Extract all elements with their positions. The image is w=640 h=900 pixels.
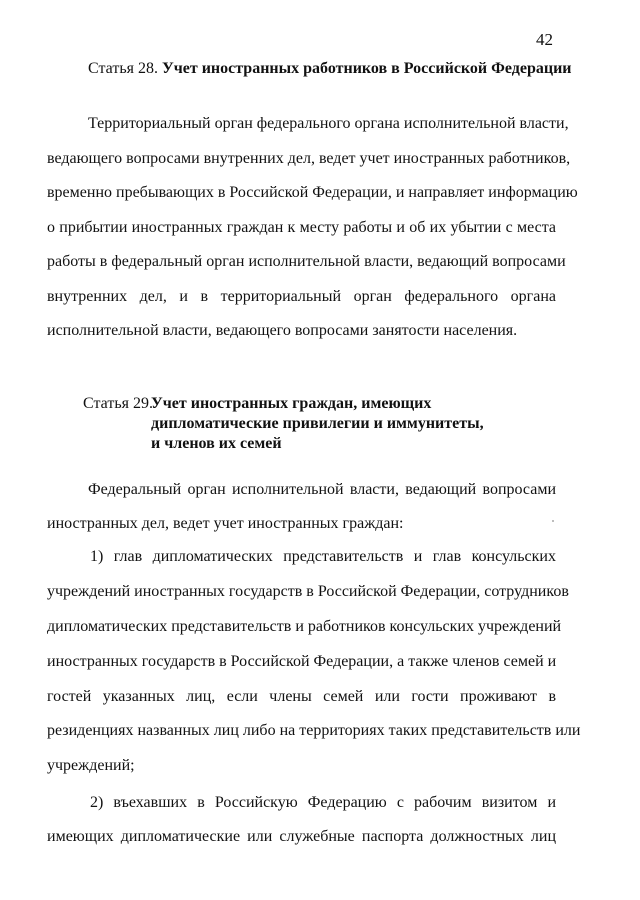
item-1-line: резиденциях названных лиц либо на территориях таких представительств или bbox=[47, 722, 581, 739]
item-1-line: 1) глав дипломатических представительств и глав консульских bbox=[90, 548, 556, 565]
article-28-text-line: внутренних дел, и в территориальный орган федерального органа bbox=[47, 288, 556, 305]
article-29-intro-line: иностранных дел, ведет учет иностранных граждан: bbox=[47, 515, 404, 532]
item-1-line: иностранных государств в Российской Федерации, а также членов семей и bbox=[47, 653, 557, 670]
article-28-text-line: Территориальный орган федерального органа исполнительной власти, bbox=[88, 115, 569, 132]
item-1-line: дипломатических представительств и работников консульских учреждений bbox=[47, 618, 562, 635]
article-29-title-line: Учет иностранных граждан, имеющих bbox=[151, 395, 432, 412]
article-29-title-line: и членов их семей bbox=[151, 435, 282, 452]
article-29-intro-line: Федеральный орган исполнительной власти, ведающий вопросами bbox=[88, 481, 556, 498]
item-2-line: 2) въехавших в Российскую Федерацию с рабочим визитом и bbox=[90, 794, 556, 811]
article-28-label: Статья 28. bbox=[88, 60, 158, 77]
article-29-title-line: дипломатические привилегии и иммунитеты, bbox=[151, 415, 484, 432]
item-1-line: учреждений иностранных государств в Российской Федерации, сотрудников bbox=[47, 583, 569, 600]
scan-artifact bbox=[552, 520, 554, 522]
item-1-line: учреждений; bbox=[47, 757, 135, 774]
article-28-title: Учет иностранных работников в Российской Федерации bbox=[161, 60, 572, 77]
article-28-text-line: о прибытии иностранных граждан к месту работы и об их убытии с места bbox=[47, 219, 556, 236]
article-29-heading bbox=[83, 394, 484, 454]
item-2-line: имеющих дипломатические или служебные паспорта должностных лиц bbox=[47, 828, 556, 845]
article-28-text-line: временно пребывающих в Российской Федерации, и направляет информацию bbox=[47, 184, 578, 201]
page-number: 42 bbox=[536, 30, 553, 49]
article-29-label: Статья 29. bbox=[83, 395, 153, 412]
item-1-line: гостей указанных лиц, если члены семей или гости проживают в bbox=[47, 688, 556, 705]
article-28-text-line: работы в федеральный орган исполнительной власти, ведающий вопросами bbox=[47, 253, 566, 270]
article-28-heading bbox=[88, 58, 572, 80]
article-28-text-line: исполнительной власти, ведающего вопросами занятости населения. bbox=[47, 322, 518, 339]
article-28-text-line: ведающего вопросами внутренних дел, ведет учет иностранных работников, bbox=[47, 150, 571, 167]
